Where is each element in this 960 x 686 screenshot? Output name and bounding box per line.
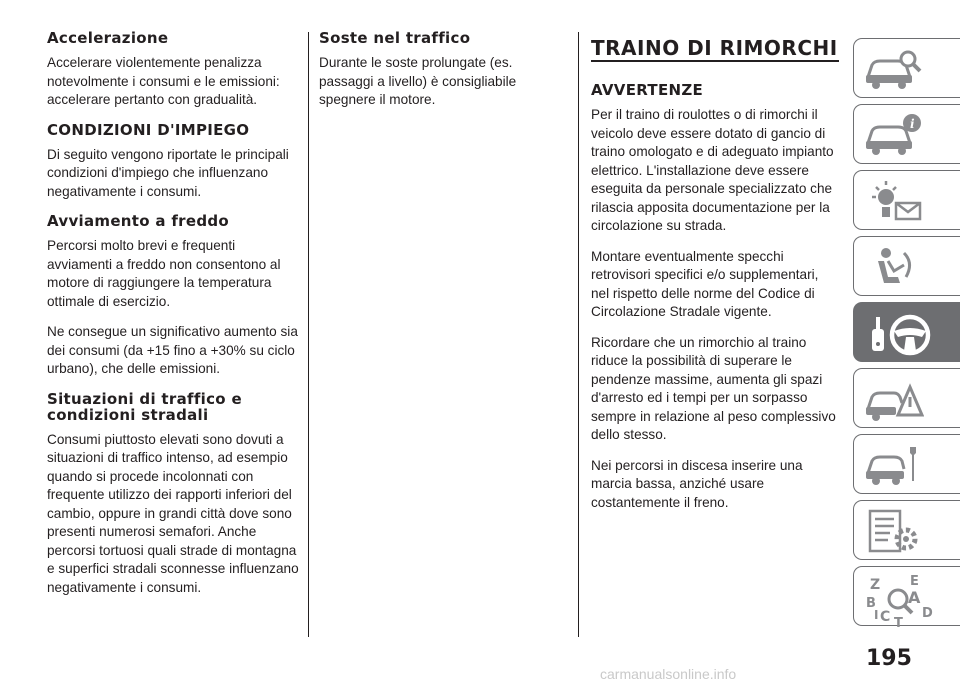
tab-specs-gear[interactable]	[853, 500, 960, 560]
heading-avvertenze: AVVERTENZE	[591, 81, 704, 99]
heading-soste-traffico: Soste nel traffico	[319, 29, 471, 47]
page-number: 195	[866, 646, 912, 671]
svg-text:i: i	[910, 117, 915, 131]
seat-airbag-icon	[864, 243, 924, 291]
specs-gear-icon	[864, 507, 924, 555]
paragraph-traino-2: Montare eventualmente specchi retrovisori specifici e/o supplementari, nel rispetto delle norme del Codice di Circolazione Stradale vigente.	[591, 248, 819, 319]
alphabet-letter: C	[880, 609, 891, 625]
alphabet-index-icon	[864, 573, 934, 627]
car-warning-triangle-icon	[864, 375, 924, 423]
alphabet-letter: A	[908, 588, 921, 607]
section-title-traino-rimorchi: TRAINO DI RIMORCHI	[591, 36, 838, 60]
column-1	[47, 30, 303, 609]
paragraph-avviamento-2: Ne consegue un significativo aumento sia dei consumi (da +15 fino a +30% su ciclo urbano), che delle emissioni.	[47, 324, 298, 376]
tab-car-wrench[interactable]	[853, 434, 960, 494]
column-2	[319, 30, 569, 122]
column-divider-1	[308, 32, 309, 637]
warning-lights-icon	[864, 177, 924, 225]
tab-car-info[interactable]	[853, 104, 960, 164]
car-wrench-icon	[864, 441, 924, 489]
tab-alphabet-index[interactable]	[853, 566, 960, 626]
tab-warning-lights[interactable]	[853, 170, 960, 230]
column-3	[591, 30, 839, 524]
tab-car-warning-triangle[interactable]	[853, 368, 960, 428]
alphabet-letter: T	[894, 616, 903, 627]
paragraph-accelerazione: Accelerare violentemente penalizza notevolmente i consumi e le emissioni: accelerare pertanto con gradualità.	[47, 55, 280, 107]
alphabet-letter: Z	[870, 577, 881, 593]
heading-accelerazione: Accelerazione	[47, 29, 169, 47]
paragraph-situazioni-traffico: Consumi piuttosto elevati sono dovuti a situazioni di traffico intenso, ad esempio quando si procede incolonnati con frequente utilizzo dei rapporti inferiori del cambio, oppure in grandi città dove sono presenti numerosi semafori. Anche percorsi tortuosi quali strade di montagna e superfici stradali sconnesse influenzano negativamente i consumi.	[47, 431, 299, 595]
alphabet-letter: E	[910, 574, 919, 589]
heading-avviamento-freddo: Avviamento a freddo	[47, 212, 229, 230]
alphabet-letter: B	[866, 596, 876, 611]
car-search-icon	[864, 45, 924, 93]
paragraph-traino-1: Per il traino di roulottes o di rimorchi il veicolo deve essere dotato di gancio di traino omologato e di adeguato impianto elettrico. L'installazione deve essere eseguita da personale specializzato che rilascia apposita documentazione per la circolazione su strada.	[591, 107, 834, 233]
paragraph-avviamento-1: Percorsi molto brevi e frequenti avviamenti a freddo non consentono al motore di raggiungere la temperatura ottimale di esercizio.	[47, 238, 281, 309]
paragraph-traino-3: Ricordare che un rimorchio al traino riduce la possibilità di superare le pendenze massime, aumenta gli spazi d'arresto ed i tempi per un sorpasso sempre in relazione al peso complessivo dello stesso.	[591, 334, 836, 442]
paragraph-soste-traffico: Durante le soste prolungate (es. passaggi a livello) è consigliabile spegnere il motore.	[319, 55, 517, 107]
alphabet-letter: I	[874, 608, 879, 622]
watermark: carmanualsonline.info	[600, 666, 737, 682]
column-divider-2	[578, 32, 579, 637]
tab-key-steering-wheel[interactable]	[853, 302, 960, 362]
paragraph-traino-4: Nei percorsi in discesa inserire una marcia bassa, anziché usare costantemente il freno.	[591, 457, 803, 510]
tab-car-search[interactable]	[853, 38, 960, 98]
car-info-icon	[864, 111, 924, 159]
alphabet-letter: D	[922, 606, 933, 621]
heading-situazioni-traffico: Situazioni di traffico e condizioni stradali	[47, 389, 242, 424]
tab-seat-airbag[interactable]	[853, 236, 960, 296]
key-steering-wheel-icon	[864, 309, 936, 359]
heading-condizioni-impiego: CONDIZIONI D'IMPIEGO	[47, 120, 250, 139]
paragraph-condizioni-impiego: Di seguito vengono riportate le principali condizioni d'impiego che influenzano negativamente i consumi.	[47, 146, 289, 199]
